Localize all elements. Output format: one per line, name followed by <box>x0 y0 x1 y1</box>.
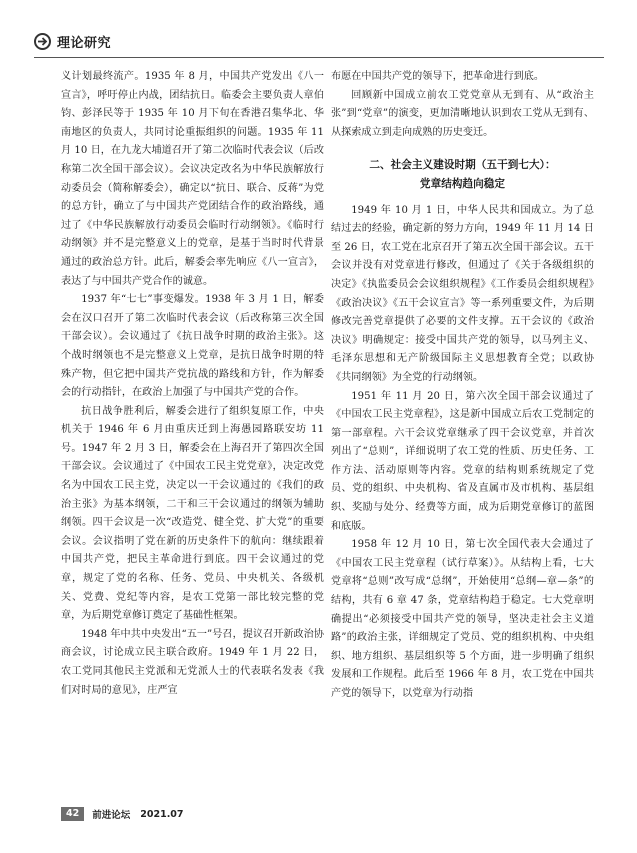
arrow-circle-icon <box>34 33 51 50</box>
paragraph: 1949 年 10 月 1 日，中华人民共和国成立。为了总结过去的经验，确定新的努力方向，1949 年 11 月 14 日至 26 日，农工党在北京召开了第五次全国干部会议。五干会议并没有对党章进行修改，但通过了《关于各级组织的决定》《执监委员会会议组织规程》《工作委员会组织规程》《政治决议》《五干会议宣言》等一系列重要文件，为后期修改完善党章提供了必要的文件支撑。五干会议的《政治决议》明确规定：接受中国共产党的领导，以马列主义、毛泽东思想和无产阶级国际主义思想教育全党；以政协《共同纲领》为全党的行动纲领。 <box>331 204 594 383</box>
page-footer <box>61 807 184 821</box>
header-rule <box>34 57 604 58</box>
section-title: 理论研究 <box>57 35 112 51</box>
paragraph: 回顾新中国成立前农工党党章从无到有、从“政治主张”到“党章”的演变，更加清晰地认识到农工党从无到有、从探索成立到走向成熟的历史变迁。 <box>331 89 594 138</box>
journal-name: 前进论坛 <box>92 810 131 821</box>
section-heading-line: 党章结构趋向稳定 <box>419 177 506 190</box>
paragraph: 1937 年“七七”事变爆发。1938 年 3 月 1 日，解委会在汉口召开了第二次临时代表会议（后改称第三次全国干部会议）。会议通过了《抗日战争时期的政治主张》。这个战时纲领也不是完整意义上党章，是抗日战争时期的特殊产物，但它把中国共产党抗战的路线和方针，作为解委会的行动指针，在政治上加强了与中国共产党的合作。 <box>61 294 324 399</box>
paragraph: 1951 年 11 月 20 日，第六次全国干部会议通过了《中国农工民主党章程》，这是新中国成立后农工党制定的第一部章程。六干会议党章继承了四干会议党章，并首次列出了“总则”，详细说明了农工党的性质、历史任务、工作方法、活动原则等内容。党章的结构则系统规定了党员、党的组织、中央机构、省及直属市及市机构、基层组织、奖励与处分、经费等方面，成为后期党章修订的蓝图和底版。 <box>331 390 594 532</box>
paragraph: 布愿在中国共产党的领导下，把革命进行到底。 <box>331 71 545 82</box>
paragraph: 1958 年 12 月 10 日，第七次全国代表大会通过了《中国农工民主党章程（试行草案）》。从结构上看，七大党章将“总则”改写成“总纲”，开始使用“总纲—章—条”的结构，共有 6 章 47 条，党章结构趋于稳定。七大党章明确提出“必须接受中国共产党的领导，坚决走社会主义道路”的政治主张，详细规定了党员、党的组织机构、中央组织、地方组织、基层组织等 5 个方面，进一步明确了组织发展和工作规程。此后至 1966 年 8 月，农工党在中国共产党的领导下，以党章为行动指 <box>331 539 594 699</box>
section-heading-line: 二、社会主义建设时期（五干到七大）： <box>369 159 556 172</box>
right-column <box>331 68 594 704</box>
page-header <box>34 30 604 52</box>
section-heading <box>331 156 594 193</box>
issue-number: 2021.07 <box>140 808 184 820</box>
paragraph: 抗日战争胜利后，解委会进行了组织复原工作，中央机关于 1946 年 6 月由重庆迁到上海愚园路联安坊 11 号。1947 年 2 月 3 日，解委会在上海召开了第四次全国干部会议。会议通过了《中国农工民主党党章》，决定改党名为中国农工民主党，决定以一干会议通过的《我们的政治主张》为基本纲领，二干和三干会议通过的纲领为辅助纲领。四干会议是一次“改造党、健全党、扩大党”的重要会议。会议指明了党在新的历史条件下的航向：继续跟着中国共产党，把民主革命进行到底。四干会议通过的党章，规定了党的名称、任务、党员、中央机关、各级机关、党费、党纪等内容，是农工党第一部比较完整的党章，为后期党章修订奠定了基础性框架。 <box>61 405 324 622</box>
paragraph: 义计划最终流产。1935 年 8 月，中国共产党发出《八一宣言》，呼吁停止内战，团结抗日。临委会主要负责人章伯钧、彭泽民等于 1935 年 10 月下旬在香港召集华北、华南地区的负责人，共同讨论重振组织的问题。1935 年 11 月 10 日，在九龙大埔道召开了第二次临时代表会议（后改称第二次全国干部会议）。会议决定改名为中华民族解放行动委员会（简称解委会），确定以“抗日、联合、反蒋”为党的总方针，确立了与中国共产党团结合作的政治路线，通过了《中华民族解放行动委员会临时行动纲领》。《临时行动纲领》并不是完整意义上的党章，是基于当时时代背景通过的政治总方针。此后，解委会率先响应《八一宣言》，表达了与中国共产党合作的诚意。 <box>61 71 324 287</box>
paragraph: 1948 年中共中央发出“五一”号召，提议召开新政治协商会议，讨论成立民主联合政府。1949 年 1 月 22 日，农工党同其他民主党派和无党派人士的代表联名发表《我们对时局的意见》，庄严宣 <box>61 628 324 696</box>
left-column <box>61 68 324 700</box>
page-number: 42 <box>61 807 84 821</box>
